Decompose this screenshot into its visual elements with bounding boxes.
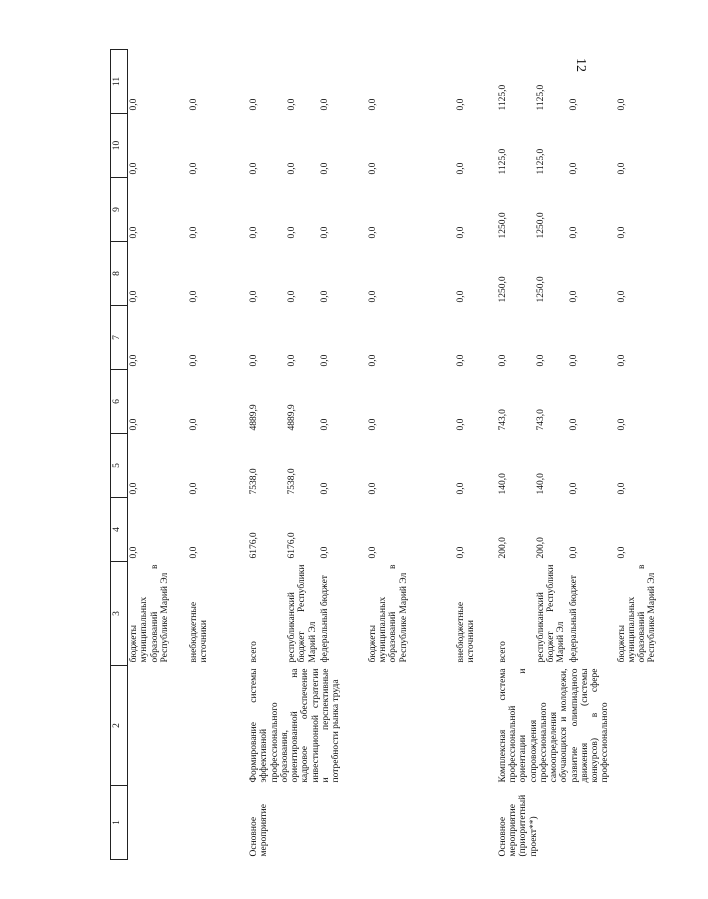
value-cell: 0,0 (129, 418, 139, 431)
value-cell: 0,0 (319, 98, 330, 111)
value-cell: 4889,9 (287, 404, 297, 431)
value-cell: 1125,0 (535, 148, 546, 175)
column-header: 4 (111, 498, 128, 562)
value-cell: 0,0 (616, 418, 627, 431)
value-cell: 0,0 (455, 482, 466, 495)
value-cell: 1250,0 (535, 276, 546, 303)
column-header: 1 (111, 786, 128, 860)
value-cell: 0,0 (287, 290, 297, 303)
value-cell: 0,0 (616, 290, 627, 303)
funding-source-cell: всего (497, 641, 508, 663)
column-header: 8 (111, 242, 128, 306)
measure-name-cell: Формирование системы эффективной профессионального образования, ориентированной на кадровое обеспечение инвестиционной стратегии и перспективные потребности рынка труда (249, 668, 341, 783)
value-cell: 0,0 (319, 290, 330, 303)
value-cell: 0,0 (189, 98, 199, 111)
value-cell: 0,0 (249, 354, 259, 367)
value-cell: 0,0 (568, 290, 579, 303)
value-cell: 7538,0 (249, 468, 259, 495)
value-cell: 0,0 (189, 418, 199, 431)
funding-source-cell: бюджеты муниципальных образований в Республике Марий Эл (367, 564, 409, 663)
funding-source-cell: федеральный бюджет (319, 575, 330, 663)
value-cell: 0,0 (319, 226, 330, 239)
value-cell: 1125,0 (497, 148, 508, 175)
value-cell: 6176,0 (249, 532, 259, 559)
value-cell: 0,0 (189, 226, 199, 239)
funding-source-cell: всего (249, 641, 259, 663)
value-cell: 0,0 (189, 546, 199, 559)
column-header: 11 (111, 50, 128, 114)
value-cell: 0,0 (129, 162, 139, 175)
value-cell: 0,0 (568, 98, 579, 111)
funding-source-cell: бюджеты муниципальных образований в Республике Марий Эл (616, 564, 658, 663)
table-row (497, 50, 535, 860)
value-cell: 0,0 (616, 354, 627, 367)
value-cell: 0,0 (189, 354, 199, 367)
value-cell: 0,0 (367, 418, 378, 431)
value-cell: 0,0 (367, 482, 378, 495)
value-cell: 1250,0 (497, 212, 508, 239)
page-number: 12 (573, 58, 588, 72)
value-cell: 0,0 (455, 546, 466, 559)
column-header: 7 (111, 306, 128, 370)
column-header: 2 (111, 666, 128, 786)
measure-name-cell: Комплексная система профессиональной ориентации и сопровождения профессионального самоопределения обучающихся и молодежи, развитие олимпиадного движения (системы конкурсов) в сфере профессионального (497, 668, 611, 783)
table-body (128, 50, 708, 860)
value-cell: 4889,9 (249, 404, 259, 431)
value-cell: 0,0 (367, 98, 378, 111)
table-row (128, 50, 189, 860)
value-cell: 140,0 (497, 473, 508, 495)
measure-type-cell: Основное мероприятие (249, 804, 270, 857)
value-cell: 0,0 (367, 290, 378, 303)
value-cell: 0,0 (455, 98, 466, 111)
value-cell: 0,0 (129, 354, 139, 367)
value-cell: 0,0 (319, 162, 330, 175)
value-cell: 0,0 (568, 418, 579, 431)
column-header: 3 (111, 562, 128, 666)
funding-source-cell: федеральный бюджет (568, 575, 579, 663)
value-cell: 0,0 (535, 354, 546, 367)
column-header: 10 (111, 114, 128, 178)
value-cell: 0,0 (568, 482, 579, 495)
rotated-table-container (110, 50, 658, 860)
value-cell: 0,0 (455, 418, 466, 431)
value-cell: 0,0 (287, 226, 297, 239)
value-cell: 0,0 (367, 354, 378, 367)
value-cell: 0,0 (568, 354, 579, 367)
value-cell: 0,0 (367, 546, 378, 559)
value-cell: 0,0 (319, 418, 330, 431)
value-cell: 0,0 (249, 162, 259, 175)
value-cell: 0,0 (616, 162, 627, 175)
value-cell: 0,0 (319, 354, 330, 367)
value-cell: 0,0 (455, 290, 466, 303)
value-cell: 0,0 (616, 482, 627, 495)
value-cell: 743,0 (535, 409, 546, 431)
value-cell: 1125,0 (535, 84, 546, 111)
value-cell: 1250,0 (535, 212, 546, 239)
value-cell: 0,0 (455, 226, 466, 239)
value-cell: 0,0 (249, 226, 259, 239)
column-header: 5 (111, 434, 128, 498)
table-row (248, 50, 286, 860)
column-header: 6 (111, 370, 128, 434)
value-cell: 200,0 (535, 537, 546, 559)
value-cell: 140,0 (535, 473, 546, 495)
value-cell: 0,0 (189, 290, 199, 303)
value-cell: 0,0 (189, 482, 199, 495)
column-header: 9 (111, 178, 128, 242)
financing-table (110, 49, 708, 860)
value-cell: 0,0 (129, 226, 139, 239)
funding-source-cell: внебюджетные источники (189, 601, 210, 663)
funding-source-cell: республиканский бюджет Республики Марий Эл (287, 564, 318, 663)
funding-source-cell: бюджеты муниципальных образований в Республике Марий Эл (129, 564, 170, 663)
header-row (111, 50, 128, 860)
measure-type-cell (128, 786, 249, 860)
value-cell: 7538,0 (287, 468, 297, 495)
value-cell: 1125,0 (497, 84, 508, 111)
value-cell: 0,0 (249, 98, 259, 111)
value-cell: 0,0 (568, 162, 579, 175)
value-cell: 0,0 (616, 546, 627, 559)
value-cell: 0,0 (319, 482, 330, 495)
value-cell: 0,0 (367, 162, 378, 175)
value-cell: 0,0 (189, 162, 199, 175)
value-cell: 0,0 (616, 226, 627, 239)
value-cell: 0,0 (249, 290, 259, 303)
value-cell: 0,0 (287, 354, 297, 367)
value-cell: 0,0 (497, 354, 508, 367)
value-cell: 1250,0 (497, 276, 508, 303)
value-cell: 200,0 (497, 537, 508, 559)
value-cell: 0,0 (287, 162, 297, 175)
value-cell: 0,0 (455, 354, 466, 367)
value-cell: 0,0 (287, 98, 297, 111)
value-cell: 0,0 (367, 226, 378, 239)
value-cell: 0,0 (129, 482, 139, 495)
funding-source-cell: внебюджетные источники (455, 601, 476, 663)
value-cell: 0,0 (129, 290, 139, 303)
value-cell: 6176,0 (287, 532, 297, 559)
value-cell: 0,0 (568, 226, 579, 239)
value-cell: 743,0 (497, 409, 508, 431)
value-cell: 0,0 (129, 98, 139, 111)
measure-name-cell (128, 666, 249, 786)
measure-type-cell: Основное мероприятие (приоритетный проект**) (497, 794, 539, 857)
funding-source-cell: республиканский бюджет Республики Марий Эл (535, 564, 567, 663)
value-cell: 0,0 (319, 546, 330, 559)
value-cell: 0,0 (616, 98, 627, 111)
value-cell: 0,0 (568, 546, 579, 559)
value-cell: 0,0 (129, 546, 139, 559)
value-cell: 0,0 (455, 162, 466, 175)
